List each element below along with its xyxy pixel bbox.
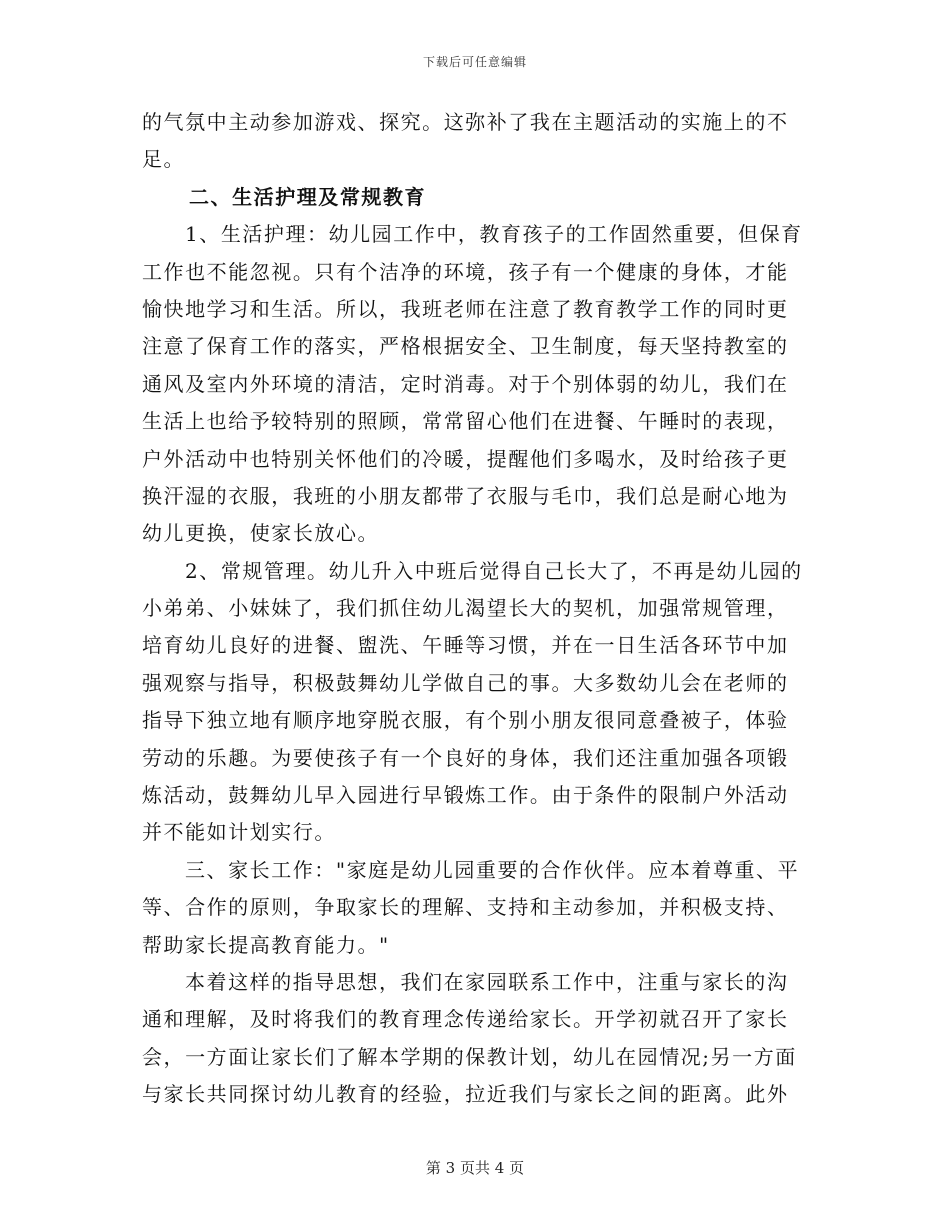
text-line: 等、合作的原则，争取家长的理解、支持和主动参加，并积极支持、	[142, 895, 789, 920]
text-line: 注意了保育工作的落实，严格根据安全、卫生制度，每天坚持教室的	[142, 334, 789, 359]
text-line: 生活上也给予较特别的照顾，常常留心他们在进餐、午睡时的表现，	[142, 409, 789, 434]
text-line: 幼儿更换，使家长放心。	[142, 521, 380, 546]
text-line: 的气氛中主动参加游戏、探究。这弥补了我在主题活动的实施上的不	[142, 110, 789, 134]
text-line: 指导下独立地有顺序地穿脱衣服，有个别小朋友很同意叠被子，体验	[142, 708, 789, 733]
text-line: 劳动的乐趣。为要使孩子有一个良好的身体，我们还注重加强各项锻	[142, 745, 789, 770]
text-line: 2、常规管理。幼儿升入中班后觉得自己长大了，不再是幼儿园的	[185, 558, 803, 583]
text-line: 本着这样的指导思想，我们在家园联系工作中，注重与家长的沟	[185, 969, 789, 994]
text-line: 户外活动中也特别关怀他们的冷暖，提醒他们多喝水，及时给孩子更	[142, 446, 789, 471]
page-number: 第 3 页共 4 页	[425, 1159, 525, 1177]
text-line: 小弟弟、小妹妹了，我们抓住幼儿渴望长大的契机，加强常规管理，	[142, 596, 789, 621]
text-line: 工作也不能忽视。只有个洁净的环境，孩子有一个健康的身体，才能	[142, 259, 789, 284]
text-line: 通和理解，及时将我们的教育理念传递给家长。开学初就召开了家长	[142, 1007, 789, 1032]
text-line: 炼活动，鼓舞幼儿早入园进行早锻炼工作。由于条件的限制户外活动	[142, 783, 789, 808]
text-line: 三、家长工作："家庭是幼儿园重要的合作伙伴。应本着尊重、平	[185, 857, 800, 882]
text-line: 与家长共同探讨幼儿教育的经验，拉近我们与家长之间的距离。此外	[142, 1082, 789, 1107]
section-heading: 二、生活护理及常规教育	[189, 184, 427, 209]
text-line: 并不能如计划实行。	[142, 820, 336, 845]
text-line: 愉快地学习和生活。所以，我班老师在注意了教育教学工作的同时更	[142, 296, 789, 321]
text-line: 通风及室内外环境的清洁，定时消毒。对于个别体弱的幼儿，我们在	[142, 371, 789, 396]
text-line: 强观察与指导，积极鼓舞幼儿学做自己的事。大多数幼儿会在老师的	[142, 670, 789, 695]
text-line: 换汗湿的衣服，我班的小朋友都带了衣服与毛巾，我们总是耐心地为	[142, 483, 789, 508]
text-line: 足。	[142, 147, 186, 172]
page-header: 下载后可任意编辑	[422, 55, 527, 69]
text-line: 培育幼儿良好的进餐、盥洗、午睡等习惯，并在一日生活各环节中加	[142, 633, 789, 658]
text-line: 会，一方面让家长们了解本学期的保教计划，幼儿在园情况;另一方面	[142, 1044, 797, 1069]
text-line: 1、生活护理：幼儿园工作中，教育孩子的工作固然重要，但保育	[185, 222, 803, 247]
document-body	[142, 104, 812, 1114]
text-line: 帮助家长提高教育能力。"	[142, 932, 390, 957]
